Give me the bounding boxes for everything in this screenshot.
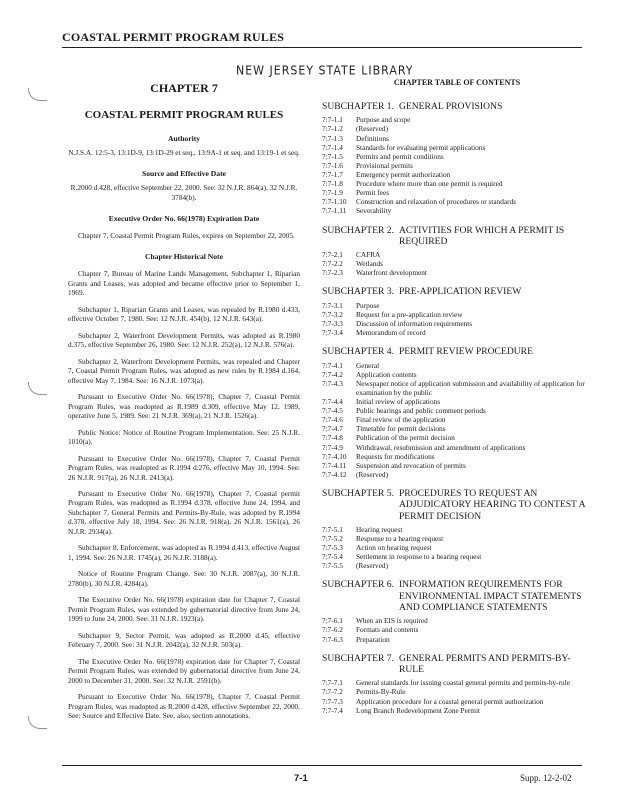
toc-section-number: 7:7-3.1: [322, 300, 343, 310]
historical-note: [68, 269, 300, 720]
toc-section: [322, 152, 592, 161]
toc-section: [322, 678, 592, 687]
toc-section-title: Wetlands: [356, 259, 383, 269]
toc-section: [322, 379, 592, 397]
executive-order-heading: Executive Order No. 66(1978) Expiration Date: [108, 214, 260, 224]
authority-text: N.J.S.A. 12:5-3, 13:1D-9, 13:1D-29 et seq., 13:9A-1 et seq. and 13:19-1 et seq.: [68, 147, 300, 157]
toc-subchapter-number: SUBCHAPTER 5.: [322, 487, 394, 499]
historical-paragraph: Pursuant to Executive Order No. 66(1978), Chapter 7, Coastal permit Program Rules, was readopted as R.1994 d.378, effective June 24, 1994, and Subchapter 7, General Permits and Permits-By-Rule, was adopted by R.1994 d.378, effective July 18, 1994. See: 26 N.J.R. 918(a), 26 N.J.R. 1561(a), 26 N.J.R. 2934(a).: [68, 488, 300, 536]
toc-section-title: Public hearings and public comment periods: [356, 406, 486, 416]
toc-subchapter-number: SUBCHAPTER 4.: [322, 346, 394, 358]
toc-section: [322, 452, 592, 461]
toc-subchapter-title: ACTIVITIES FOR WHICH A PERMIT IS REQUIRED: [398, 224, 565, 247]
toc-subchapter-title: GENERAL PROVISIONS: [398, 101, 503, 112]
toc-section-number: 7:7-4.7: [322, 424, 343, 434]
toc-section: [322, 397, 592, 406]
toc-subchapter-number: SUBCHAPTER 3.: [322, 286, 394, 298]
toc-section-number: 7:7-5.3: [322, 543, 343, 553]
historical-paragraph: Subchapter 2, Waterfront Development Permits, was adopted as R.1980 d.375, effective September 26, 1980. See: 12 N.J.R. 252(a), 12 N.J.R. 576(a).: [68, 330, 300, 350]
historical-paragraph: The Executive Order No. 66(1978) expiration date for Chapter 7, Coastal Permit Program Rules, was extended by gubernatorial directive from June 24, 1999 to June 24, 2000. See: 31 N.J.R. 1923(a).: [68, 595, 300, 624]
toc-section-number: 7:7-1.7: [322, 169, 343, 179]
toc-subchapter-title: PERMIT REVIEW PROCEDURE: [398, 346, 533, 358]
toc-section-title: Application procedure for a coastal general permit authorization: [356, 696, 544, 706]
toc-section: [322, 687, 592, 696]
toc-section-title: General standards for issuing coastal general permits and permits-by-rule: [356, 678, 570, 688]
toc-section-title: (Reserved): [356, 124, 389, 134]
toc-section: [322, 543, 592, 552]
toc-section-title: Final review of the application: [356, 415, 446, 425]
toc-section-number: 7:7-2.1: [322, 250, 343, 260]
toc-section-list: [322, 301, 592, 337]
toc-section: [322, 697, 592, 706]
toc-section: [322, 706, 592, 715]
toc-section-number: 7:7-1.3: [322, 133, 343, 143]
toc-section: [322, 635, 592, 644]
toc-section-number: 7:7-1.9: [322, 188, 343, 198]
toc-section: [322, 310, 592, 319]
toc-section-title: Permits and permit conditions: [356, 151, 444, 161]
toc-section-number: 7:7-4.11: [322, 460, 347, 470]
toc-section-number: 7:7-2.2: [322, 259, 343, 269]
toc-section: [322, 206, 592, 215]
toc-section: [322, 328, 592, 337]
toc-section-title: Settlement in response to a hearing request: [356, 552, 482, 562]
toc-section-number: 7:7-4.9: [322, 442, 343, 452]
toc-section-number: 7:7-1.2: [322, 124, 343, 134]
toc-section-title: Permits-By-Rule: [356, 687, 406, 697]
toc-section-list: [322, 250, 592, 277]
margin-mark: [28, 88, 47, 101]
toc-section: [322, 188, 592, 197]
toc-section: [322, 179, 592, 188]
toc-section-number: 7:7-1.11: [322, 206, 347, 216]
toc-section: [322, 197, 592, 206]
toc-subchapter-number: SUBCHAPTER 2.: [322, 224, 394, 236]
historical-note-heading: Chapter Historical Note: [145, 252, 223, 262]
toc-subchapter-number: SUBCHAPTER 7.: [322, 652, 394, 664]
toc-section-title: Purpose: [356, 300, 380, 310]
toc-section-number: 7:7-6.3: [322, 634, 343, 644]
toc-section: [322, 415, 592, 424]
toc-section-number: 7:7-7.2: [322, 687, 343, 697]
running-head: COASTAL PERMIT PROGRAM RULES: [62, 30, 285, 44]
toc-section-title: Withdrawal, resubmission and amendment of applications: [356, 442, 526, 452]
toc-section-title: (Reserved): [356, 469, 389, 479]
toc-section-number: 7:7-4.8: [322, 433, 343, 443]
toc-section-title: Application contents: [356, 369, 417, 379]
toc-section-list: [322, 616, 592, 643]
toc-section-number: 7:7-5.5: [322, 561, 343, 571]
toc-subchapter: [322, 579, 592, 613]
executive-order-text: Chapter 7, Coastal Permit Program Rules, expires on September 22, 2005.: [78, 230, 295, 240]
toc-section-title: CAFRA: [356, 250, 381, 260]
toc-section-title: Standards for evaluating permit applications: [356, 142, 486, 152]
toc-section: [322, 370, 592, 379]
toc-subchapter-number: SUBCHAPTER 6.: [322, 579, 394, 591]
toc-section-title: Publication of the permit decision: [356, 433, 455, 443]
toc-section-title: Construction and relaxation of procedures or standards: [356, 197, 517, 207]
toc-section-title: Initial review of applications: [356, 396, 441, 406]
toc-section-number: 7:7-1.5: [322, 151, 343, 161]
toc-section-number: 7:7-4.4: [322, 396, 343, 406]
historical-paragraph: Pursuant to Executive Order No. 66(1978), Chapter 7, Coastal Permit Program Rules, was readopted as R.1989 d.309, effective May 12, 1989, operative June 5, 1989. See: 21 N.J.R. 369(a), 21 N.J.R. 1526(a).: [68, 392, 300, 421]
toc-section: [322, 461, 592, 470]
right-column: [322, 78, 592, 715]
toc-section: [322, 625, 592, 634]
toc-section-number: 7:7-6.2: [322, 625, 343, 635]
toc-section-title: Emergency permit authorization: [356, 169, 451, 179]
toc-section-list: [322, 115, 592, 215]
historical-paragraph: Public Notice: Notice of Routine Program Implementation. See: 25 N.J.R. 1010(a).: [68, 427, 300, 447]
toc-section: [322, 134, 592, 143]
toc-section: [322, 470, 592, 479]
toc-section-title: Provisional permits: [356, 160, 413, 170]
historical-paragraph: Subchapter 1, Riparian Grants and Leases, was repealed by R.1980 d.433, effective October 7, 1980. See: 12 N.J.R. 454(b), 12 N.J.R. 643(a).: [68, 304, 300, 324]
supplement-date: Supp. 12-2-02: [520, 773, 572, 783]
toc-section-title: Discussion of information requirements: [356, 319, 473, 328]
toc-heading: CHAPTER TABLE OF CONTENTS: [393, 78, 521, 87]
toc-subchapter: [322, 346, 592, 357]
toc-subchapter: [322, 653, 592, 676]
toc-section-number: 7:7-4.5: [322, 406, 343, 416]
toc-subchapter-title: PRE-APPLICATION REVIEW: [398, 286, 522, 298]
library-stamp: NEW JERSEY STATE LIBRARY: [236, 63, 414, 78]
toc-section-title: Preparation: [356, 634, 390, 644]
historical-paragraph: Subchapter 8, Enforcement, was adopted as R.1994 d.413, effective August 1, 1994. See: 26 N.J.R. 1745(a), 26 N.J.R. 3188(a).: [68, 543, 300, 562]
toc-section-title: Long Branch Redevelopment Zone Permit: [356, 705, 481, 715]
toc-section-title: Action on hearing request: [356, 543, 432, 553]
chapter-title: COASTAL PERMIT PROGRAM RULES: [84, 108, 284, 121]
toc-section-number: 7:7-2.3: [322, 268, 343, 278]
toc-section-number: 7:7-4.1: [322, 360, 343, 370]
toc-subchapter: [322, 225, 592, 248]
source-heading: Source and Effective Date: [141, 169, 226, 179]
toc-section-title: When an EIS is required: [356, 616, 428, 626]
historical-paragraph: Chapter 7, Bureau of Marine Lands Management, Subchapter 1, Riparian Grants and Leases, was adopted and became effective prior to September 1, 1969.: [68, 269, 300, 298]
toc-section-number: 7:7-4.10: [322, 451, 347, 461]
toc-section-title: (Reserved): [356, 561, 389, 571]
toc-section-number: 7:7-7.4: [322, 705, 343, 715]
toc-section: [322, 124, 592, 133]
toc-section-number: 7:7-4.2: [322, 369, 343, 379]
toc-section: [322, 115, 592, 124]
historical-paragraph: Subchapter 9, Sector Permit, was adopted as R.2000 d.45, effective February 7, 2000. See: 31 N.J.R. 2042(a), 32 N.J.R. 503(a).: [68, 630, 300, 650]
toc-subchapter-title: PROCEDURES TO REQUEST AN ADJUDICATORY HEARING TO CONTEST A PERMIT DECISION: [398, 487, 585, 522]
toc-section-title: Hearing request: [356, 524, 403, 534]
toc-section-number: 7:7-6.1: [322, 616, 343, 626]
toc-section-list: [322, 361, 592, 479]
toc-section-number: 7:7-4.6: [322, 415, 343, 425]
page-number: 7-1: [294, 773, 308, 784]
toc-section-title: Permit fees: [356, 188, 390, 198]
toc-section: [322, 170, 592, 179]
toc-section-number: 7:7-1.1: [322, 115, 343, 125]
toc-section-number: 7:7-5.1: [322, 524, 343, 534]
toc-section: [322, 268, 592, 277]
authority-heading: Authority: [167, 133, 201, 143]
toc-subchapter-title: GENERAL PERMITS AND PERMITS-BY-RULE: [398, 652, 571, 676]
toc-subchapter-number: SUBCHAPTER 1.: [322, 101, 394, 112]
margin-mark: [28, 716, 47, 729]
footer-rule: [62, 765, 582, 766]
historical-paragraph: Notice of Routine Program Change. See: 30 N.J.R. 2087(a), 30 N.J.R. 2780(b), 30 N.J.R. 4284(a).: [68, 569, 300, 588]
toc-section-title: Severability: [356, 206, 392, 216]
toc-section: [322, 561, 592, 570]
toc-section-title: Newspaper notice of application submission and availability of application for examination by the public: [356, 378, 585, 397]
historical-paragraph: Pursuant to Executive Order No. 66(1978), Chapter 7, Coastal Permit Program Rules, was readopted as R.2000 d.428, effective September 22, 2000. See: Source and Effective Date. See, also, section annotations.: [68, 692, 300, 721]
toc-section: [322, 259, 592, 268]
toc-section: [322, 424, 592, 433]
toc-section-number: 7:7-3.2: [322, 309, 343, 319]
toc-section: [322, 616, 592, 625]
toc-section-list: [322, 525, 592, 571]
toc-section: [322, 143, 592, 152]
toc-section-number: 7:7-1.6: [322, 160, 343, 170]
toc-section-title: Requests for modifications: [356, 451, 435, 461]
toc-section-number: 7:7-3.4: [322, 328, 343, 338]
toc-section-list: [322, 678, 592, 714]
toc-section-title: Waterfront development: [356, 268, 427, 278]
toc-section-number: 7:7-5.2: [322, 534, 343, 543]
toc-section-number: 7:7-7.1: [322, 678, 343, 688]
toc-section-number: 7:7-7.3: [322, 696, 343, 706]
toc-subchapter: [322, 101, 592, 112]
toc-section: [322, 161, 592, 170]
toc-section-title: Formats and contents: [356, 625, 419, 635]
toc-section: [322, 361, 592, 370]
toc-section-number: 7:7-4.3: [322, 378, 343, 388]
toc-section-title: Timetable for permit decisions: [356, 424, 446, 434]
header-rule: [62, 47, 582, 48]
left-column: [68, 78, 300, 721]
historical-paragraph: Subchapter 2, Waterfront Development Permits, was repealed and Chapter 7, Coastal Permit Program Rules, was adopted as new rules by R.1984 d.164, effective May 7, 1984. See: 16 N.J.R. 1073(a).: [68, 356, 300, 385]
toc-section-title: Suspension and revocation of permits: [356, 460, 466, 470]
toc-section: [322, 319, 592, 328]
toc-section-title: Response to a hearing request: [356, 534, 444, 543]
margin-mark: [28, 382, 47, 395]
toc-section-number: 7:7-1.4: [322, 142, 343, 152]
toc-section-title: Memorandum of record: [356, 328, 426, 338]
historical-paragraph: The Executive Order No. 66(1978) expiration date for Chapter 7, Coastal Permit Program Rules, was extended by gubernatorial directive from June 24, 2000 to December 31, 2000. See: 32 N.J.R. 2591(b).: [68, 656, 300, 685]
toc-section-number: 7:7-5.4: [322, 552, 343, 562]
toc-section-title: General: [356, 360, 380, 370]
toc-subchapter: [322, 488, 592, 522]
toc-subchapter: [322, 286, 592, 297]
toc-section-number: 7:7-3.3: [322, 319, 343, 328]
toc-section-number: 7:7-4.12: [322, 469, 347, 479]
toc-section-title: Procedure where more than one permit is required: [356, 179, 503, 189]
toc-section: [322, 552, 592, 561]
toc-section: [322, 301, 592, 310]
toc-section: [322, 525, 592, 534]
toc-section-title: Purpose and scope: [356, 115, 411, 125]
toc-section: [322, 250, 592, 259]
table-of-contents: [322, 101, 592, 715]
toc-section: [322, 433, 592, 442]
toc-section-title: Request for a pre-application review: [356, 309, 463, 319]
toc-section-number: 7:7-1.10: [322, 197, 347, 207]
toc-section-title: Definitions: [356, 133, 389, 143]
toc-section: [322, 443, 592, 452]
source-text: R.2000 d.428, effective September 22, 2000. See: 32 N.J.R. 864(a), 32 N.J.R. 3784(b).: [70, 183, 298, 202]
toc-subchapter-title: INFORMATION REQUIREMENTS FOR ENVIRONMENTAL IMPACT STATEMENTS AND COMPLIANCE STATEMENTS: [398, 579, 582, 614]
historical-paragraph: Pursuant to Executive Order No. 66(1978), Chapter 7, Coastal Permit Program Rules, was readopted as R.1994 d.276, effective May 10, 1994. See: 26 N.J.R. 917(a), 26 N.J.R. 2413(a).: [68, 453, 300, 482]
chapter-number: CHAPTER 7: [150, 81, 218, 95]
toc-section: [322, 406, 592, 415]
toc-section: [322, 534, 592, 543]
toc-section-number: 7:7-1.8: [322, 179, 343, 189]
